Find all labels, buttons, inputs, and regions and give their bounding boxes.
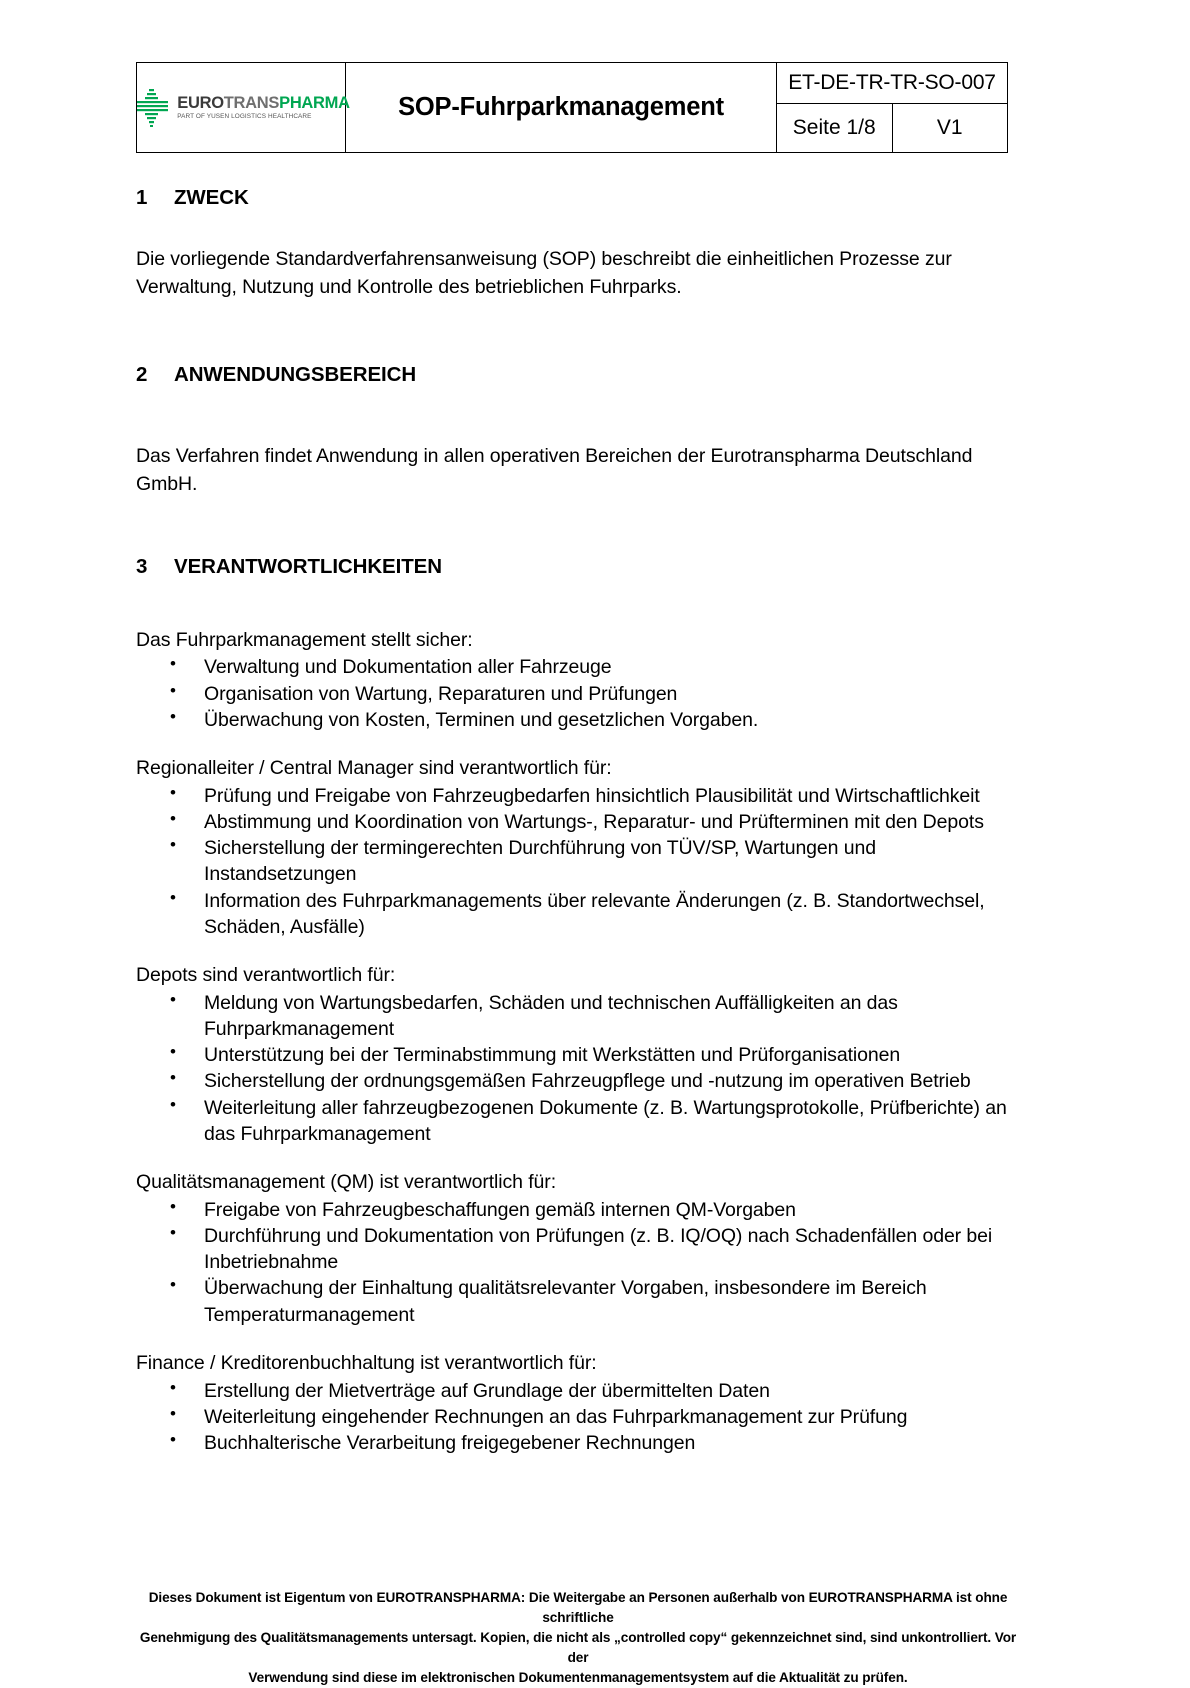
list-item: • Weiterleitung eingehender Rechnungen an das Fuhrparkmanagement zur Prüfung <box>136 1404 1016 1430</box>
spacer <box>136 1328 1016 1350</box>
spacer <box>136 499 1016 555</box>
list-item: • Erstellung der Mietverträge auf Grundlage der übermittelten Daten <box>136 1378 1016 1404</box>
document-title: SOP-Fuhrparkmanagement <box>398 93 724 121</box>
footer-line-1: Dieses Dokument ist Eigentum von EUROTRANSPHARMA: Die Weitergabe an Personen außerhalb von EUROTRANSPHARMA ist ohne schriftliche <box>148 1590 1008 1625</box>
logo-tagline: PART OF YUSEN LOGISTICS HEALTHCARE <box>177 113 312 121</box>
list-item: • Information des Fuhrparkmanagements über relevante Änderungen (z. B. Standortwechsel, Schäden, Ausfälle) <box>136 888 1016 940</box>
header-page-cell <box>777 104 893 153</box>
document-header-table <box>136 62 1008 153</box>
section-heading-3 <box>136 555 1016 579</box>
spacer <box>136 733 1016 755</box>
section-heading-2 <box>136 363 1016 387</box>
list-item: • Sicherstellung der termingerechten Durchführung von TÜV/SP, Wartungen und Instandsetzungen <box>136 835 1016 887</box>
list-item: • Prüfung und Freigabe von Fahrzeugbedarfen hinsichtlich Plausibilität und Wirtschaftlichkeit <box>136 783 1016 809</box>
spacer <box>136 1147 1016 1169</box>
responsibility-list <box>136 990 1016 1147</box>
list-item: • Buchhalterische Verarbeitung freigegebener Rechnungen <box>136 1430 1016 1456</box>
list-item: • Überwachung der Einhaltung qualitätsrelevanter Vorgaben, insbesondere im Bereich Temperaturmanagement <box>136 1275 1016 1327</box>
list-item: • Durchführung und Dokumentation von Prüfungen (z. B. IQ/OQ) nach Schadenfällen oder bei Inbetriebnahme <box>136 1223 1016 1275</box>
document-code: ET-DE-TR-TR-SO-007 <box>788 71 996 94</box>
green-cross-icon <box>136 88 170 128</box>
responsibility-list <box>136 1197 1016 1328</box>
responsibility-lead: Depots sind verantwortlich für: <box>136 964 396 987</box>
logo-word-trans: TRANS <box>223 93 280 112</box>
section-heading-1 <box>136 186 1016 210</box>
section-title-1: ZWECK <box>174 186 249 209</box>
list-item: • Abstimmung und Koordination von Wartungs-, Reparatur- und Prüfterminen mit den Depots <box>136 809 1016 835</box>
section-paragraph-1: Die vorliegende Standardverfahrensanweisung (SOP) beschreibt die einheitlichen Prozesse zur Verwaltung, Nutzung und Kontrolle des betrieblichen Fuhrparks. <box>136 248 952 298</box>
header-version-cell <box>892 104 1008 153</box>
section-title-3: VERANTWORTLICHKEITEN <box>174 554 442 578</box>
list-item: • Organisation von Wartung, Reparaturen und Prüfungen <box>136 681 1016 707</box>
footer-line-2: Genehmigung des Qualitätsmanagements untersagt. Kopien, die nicht als „controlled copy“ gekennzeichnet sind, sind unkontrolliert. Vor der <box>139 1629 1017 1665</box>
spacer <box>136 387 1016 443</box>
cross-bars-svg <box>136 88 170 128</box>
responsibility-list <box>136 783 1016 940</box>
logo-word-euro: EURO <box>177 93 224 112</box>
header-title-cell <box>346 63 777 153</box>
logo-wordmark <box>177 95 349 121</box>
spacer <box>136 940 1016 962</box>
section-number-3: 3 <box>136 554 148 578</box>
company-logo <box>137 88 350 128</box>
footer-line-3: Verwendung sind diese im elektronischen Dokumentenmanagementsystem auf die Aktualität zu prüfen. <box>248 1669 908 1685</box>
document-footer <box>128 1588 1028 1688</box>
section-title-2: ANWENDUNGSBEREICH <box>174 363 417 387</box>
list-item: • Unterstützung bei der Terminabstimmung mit Werkstätten und Prüforganisationen <box>136 1042 1016 1068</box>
section-paragraph-2: Das Verfahren findet Anwendung in allen operativen Bereichen der Eurotranspharma Deutschland GmbH. <box>136 445 973 496</box>
responsibility-lead: Das Fuhrparkmanagement stellt sicher: <box>136 628 473 651</box>
responsibility-lead: Qualitätsmanagement (QM) ist verantwortlich für: <box>136 1171 557 1194</box>
list-item: • Freigabe von Fahrzeugbeschaffungen gemäß internen QM-Vorgaben <box>136 1197 1016 1223</box>
list-item: • Verwaltung und Dokumentation aller Fahrzeuge <box>136 654 1016 680</box>
list-item: • Sicherstellung der ordnungsgemäßen Fahrzeugpflege und -nutzung im operativen Betrieb <box>136 1068 1016 1094</box>
spacer <box>136 210 1016 246</box>
list-item: • Weiterleitung aller fahrzeugbezogenen Dokumente (z. B. Wartungsprotokolle, Prüfberichte) an das Fuhrparkmanagement <box>136 1095 1016 1147</box>
document-body <box>136 186 1016 1456</box>
responsibility-lead: Finance / Kreditorenbuchhaltung ist verantwortlich für: <box>136 1351 597 1374</box>
responsibility-lead: Regionalleiter / Central Manager sind verantwortlich für: <box>136 757 612 780</box>
list-item: • Überwachung von Kosten, Terminen und gesetzlichen Vorgaben. <box>136 707 1016 733</box>
logo-main-text <box>177 95 349 112</box>
responsibility-list <box>136 654 1016 733</box>
page-number-label: Seite 1/8 <box>792 116 876 139</box>
document-version: V1 <box>936 116 963 139</box>
spacer <box>136 579 1016 627</box>
section-number-2: 2 <box>136 363 148 387</box>
header-logo-cell <box>137 63 350 153</box>
spacer <box>136 301 1016 363</box>
list-item: • Meldung von Wartungsbedarfen, Schäden und technischen Auffälligkeiten an das Fuhrparkmanagement <box>136 990 1016 1042</box>
responsibility-list <box>136 1378 1016 1457</box>
section-number-1: 1 <box>136 186 148 209</box>
header-code-cell <box>777 63 1008 104</box>
logo-word-pharma: PHARMA <box>279 93 350 112</box>
